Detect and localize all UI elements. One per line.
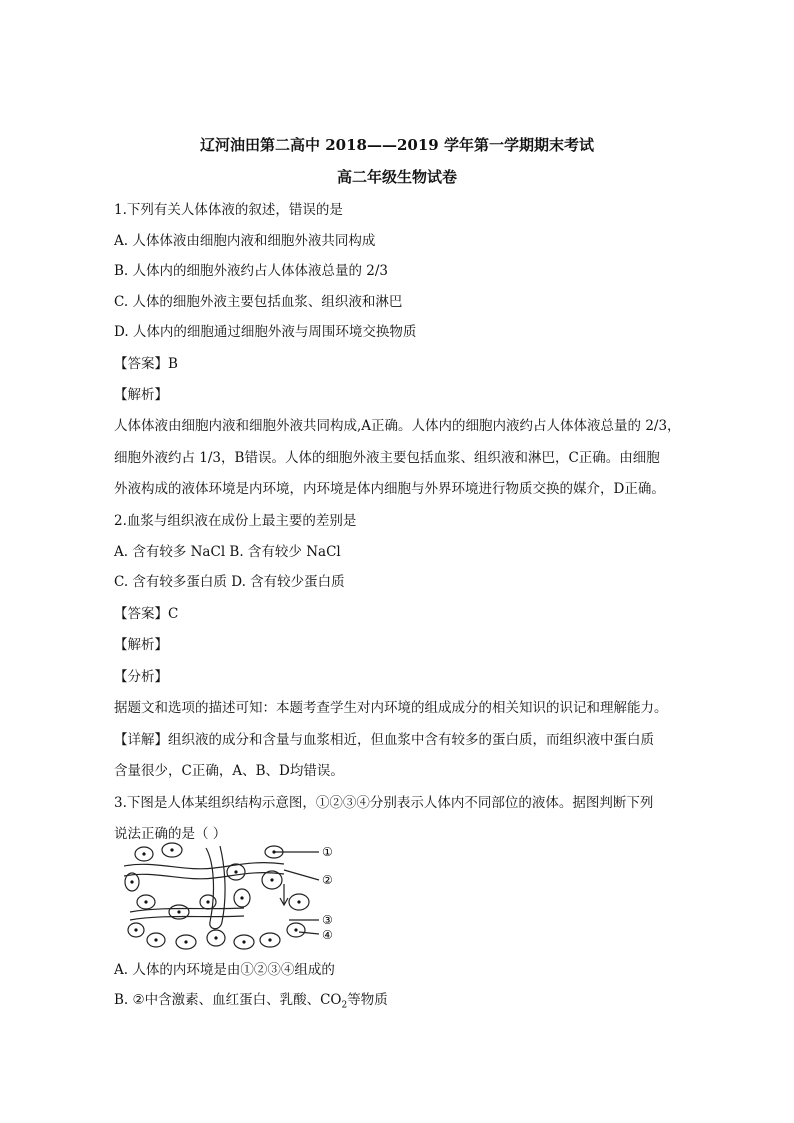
- q3-option-a: A. 人体的内环境是由①②③④组成的: [114, 962, 335, 978]
- exam-title: 辽河油田第二高中 2018——2019 学年第一学期期末考试: [200, 136, 594, 154]
- q2-fenxi: 据题文和选项的描述可知：本题考查学生对内环境的组成成分的相关知识的识记和理解能力。: [114, 700, 668, 716]
- q1-option-d: D. 人体内的细胞通过细胞外液与周围环境交换物质: [114, 324, 417, 340]
- q1-analysis-label: 【解析】: [114, 387, 168, 403]
- q2-options-row-2: C. 含有较多蛋白质 D. 含有较少蛋白质: [114, 574, 345, 590]
- tissue-structure-diagram: [124, 842, 344, 954]
- q1-option-a: A. 人体体液由细胞内液和细胞外液共同构成: [114, 233, 376, 249]
- q1-option-b: B. 人体内的细胞外液约占人体体液总量的 2/3: [114, 263, 389, 279]
- figure-label-3: ③: [322, 913, 333, 927]
- exam-subtitle: 高二年级生物试卷: [336, 168, 457, 186]
- q2-detail-line-2: 含量很少，C正确，A、B、D均错误。: [114, 763, 344, 779]
- figure-label-2: ②: [322, 873, 333, 887]
- q2-fenxi-label: 【分析】: [114, 669, 168, 685]
- q2-answer: 【答案】C: [114, 606, 179, 622]
- q1-analysis-line-2: 细胞外液约占 1/3，B错误。人体的细胞外液主要包括血浆、组织液和淋巴，C正确。由细胞: [114, 450, 660, 466]
- q1-analysis-line-1: 人体体液由细胞内液和细胞外液共同构成,A正确。人体内的细胞内液约占人体体液总量的 2/3，: [114, 418, 681, 434]
- q2-options-row-1: A. 含有较多 NaCl B. 含有较少 NaCl: [114, 544, 341, 560]
- q1-answer: 【答案】B: [114, 356, 178, 372]
- q3-option-b-subscript: 2: [341, 1000, 348, 1011]
- figure-label-4: ④: [322, 928, 333, 942]
- q1-option-c: C. 人体的细胞外液主要包括血浆、组织液和淋巴: [114, 294, 403, 310]
- q1-analysis-line-3: 外液构成的液体环境是内环境，内环境是体内细胞与外界环境进行物质交换的媒介，D正确。: [114, 481, 665, 497]
- q3-stem-line-1: 3.下图是人体某组织结构示意图，①②③④分别表示人体内不同部位的液体。据图判断下列: [114, 795, 654, 811]
- figure-label-1: ①: [322, 845, 333, 859]
- q2-analysis-label: 【解析】: [114, 637, 168, 653]
- q3-option-b-suffix: 等物质: [347, 992, 388, 1008]
- q1-stem: 1.下列有关人体体液的叙述，错误的是: [114, 202, 343, 218]
- q3-stem-line-2: 说法正确的是（ ）: [114, 826, 227, 842]
- q2-detail-line-1: 【详解】组织液的成分和含量与血浆相近，但血浆中含有较多的蛋白质，而组织液中蛋白质: [114, 732, 654, 748]
- q3-option-b-text: B. ②中含激素、血红蛋白、乳酸、CO: [114, 992, 342, 1008]
- q3-option-b: [114, 988, 388, 1011]
- q2-stem: 2.血浆与组织液在成份上最主要的差别是: [114, 513, 357, 529]
